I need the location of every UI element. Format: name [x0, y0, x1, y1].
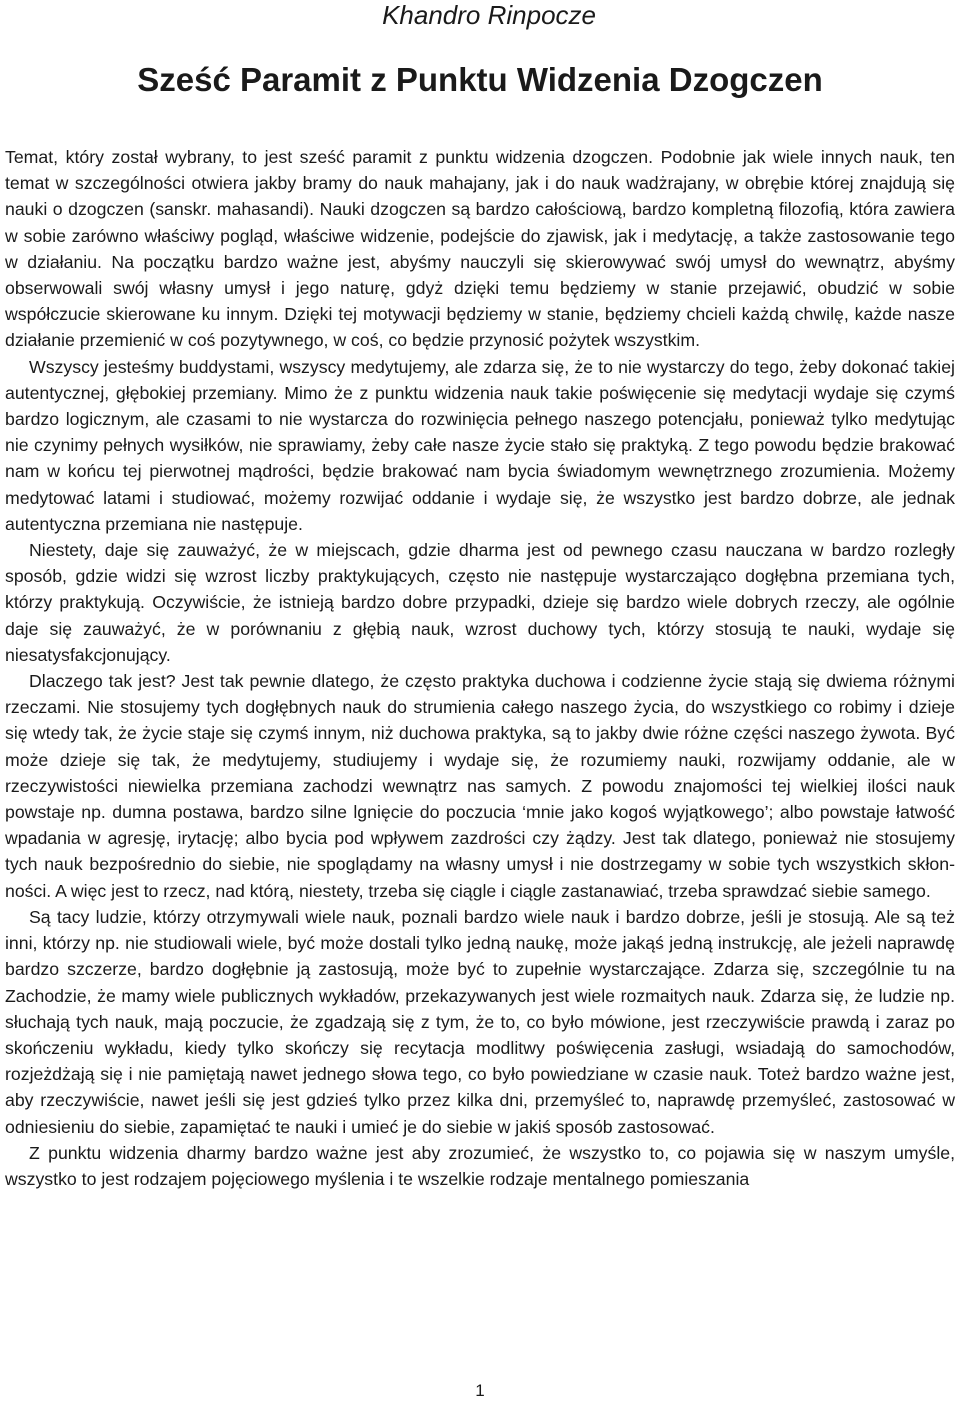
- paragraph: Z punktu widzenia dharmy bardzo ważne jest aby zrozumieć, że wszystko to, co pojawia się w naszym umyśle, wszystko to jest rodzajem pojęciowego myślenia i te wszelkie rodzaje mentalnego pomieszania: [5, 1142, 955, 1189]
- body-text: [5, 144, 955, 1192]
- paragraph: Wszyscy jesteśmy buddystami, wszyscy medytujemy, ale zdarza się, że to nie wystarczy do tego, żeby dokonać takiej autentycznej, głębokiej przemiany. Mimo że z punktu widzenia nauk takie poświęcenie się medytacji wydaje się czymś bardzo logicznym, ale czasami to nie wystarcza do rozwinięcia pełnego naszego potencjału, ponieważ tylko medytując nie czynimy pełnych wysiłków, nie sprawiamy, żeby całe nasze życie stało się praktyką. Z tego powodu będzie brakować nam w końcu tej pierwotnej mądrości, będzie brakować nam bycia świadomym wewnętrznego zrozumienia. Możemy medytować latami i studiować, możemy rozwijać oddanie i wydaje się, że wszystko jest bardzo dobrze, ale jednak autentyczna przemiana nie następuje.: [5, 356, 955, 534]
- paragraph: Temat, który został wybrany, to jest sześć paramit z punktu widzenia dzogczen. Podobnie jak wiele innych nauk, ten temat w szczególności otwiera jakby bramy do nauk mahajany, jak i do nauk wadżrajany, w obrębie której znajdują się nauki o dzogczen (sanskr. mahasandi). Nauki dzogczen są bardzo całościową, bardzo kompletną filozofią, która zawiera w sobie zarówno właściwy pogląd, właściwe widzenie, podejście do zjawisk, jak i medytację, a także zastosowanie tego w działaniu. Na początku bardzo ważne jest, abyśmy nauczyli się skierowywać swój umysł do wewnątrz, abyśmy obserwowali swój własny umysł i jego naturę, gdyż dzięki temu będziemy w stanie przejawić, obudzić w sobie współczucie skierowane ku innym. Dzięki tej motywacji będziemy w stanie, będziemy chcieli każdą chwilę, każde nasze działanie przemienić w coś pozytywnego, w coś, co będzie przynosić pożytek wszystkim.: [5, 147, 955, 351]
- author-name: Khandro Rinpocze: [382, 0, 596, 30]
- page-number: 1: [475, 1381, 485, 1400]
- paragraph: Dlaczego tak jest? Jest tak pewnie dlatego, że często praktyka duchowa i codzienne życie stają się dwiema różnymi rzeczami. Nie stosujemy tych dogłębnych nauk do strumienia całego naszego życia, do wszystkiego co robimy i dzieje się wtedy tak, że życie staje się czymś innym, niż duchowa praktyka, są to jakby dwie różne części naszego żywota. Być może dzieje się tak, że medytujemy, studiujemy i wydaje się, że rozumiemy nauki, rozwijamy oddanie, ale w rzeczywistości niewielka przemiana zachodzi wewnątrz nas samych. Z powodu znajomości tej wielkiej ilości nauk powstaje np. dumna postawa, bardzo silne lgnięcie do poczucia ‘mnie jako kogoś wyjątkowego’; albo powstaje łatwość wpadania w agresję, irytację; albo bycia pod wpływem zazdrości czy żądzy. Jest tak dlatego, ponieważ nie stosujemy tych nauk bezpośrednio do siebie, nie spoglądamy na własny umysł i nie dostrzegamy w sobie tych wszystkich skłonności. A więc jest to rzecz, nad którą, niestety, trzeba się ciągle i ciągle zastanawiać, trzeba sprawdzać siebie samego.: [5, 671, 955, 901]
- paragraph: Niestety, daje się zauważyć, że w miejscach, gdzie dharma jest od pewnego czasu nauczana w bardzo rozległy sposób, gdzie widzi się wzrost liczby praktykujących, często nie następuje wystarczająco dogłębna przemiana tych, którzy praktykują. Oczywiście, że istnieją bardzo dobre przypadki, dzieje się bardzo wiele dobrych rzeczy, ale ogólnie daje się zauważyć, że w porównaniu z głębią nauk, wzrost duchowy tych, którzy stosują te nauki, wydaje się niesatysfakcjonujący.: [5, 540, 955, 665]
- document-title: Sześć Paramit z Punktu Widzenia Dzogczen: [137, 61, 823, 98]
- paragraph: Są tacy ludzie, którzy otrzymywali wiele nauk, poznali bardzo wiele nauk i bardzo dobrze, jeśli je stosują. Ale są też inni, którzy np. nie studiowali wiele, być może dostali tylko jedną naukę, może jakąś jedną instrukcję, ale jeżeli naprawdę bardzo szczerze, bardzo dogłębnie ją zastosują, może być to zupełnie wystarczające. Zdarza się, szczególnie tu na Zachodzie, że mamy wiele publicznych wykładów, przekazywanych jest wiele rozmaitych nauk. Zdarza się, że ludzie np. słuchają tych nauk, mają poczucie, że zgadzają się z tym, że to, co było mówione, jest rzeczywiście prawdą i zaraz po skończeniu wykładu, kiedy tylko skończy się recytacja modlitwy poświęcenia zasługi, wsiadają do samochodów, rozjeżdżają się i nie pamiętają nawet jednego słowa tego, co było powiedziane w czasie nauk. Toteż bardzo ważne jest, aby rzeczywiście, nawet jeśli się jest gdzieś tylko przez kilka dni, przemyśleć to, naprawdę przemyśleć, zastosować w odniesieniu do siebie, zapamiętać te nauki i umieć je do siebie w jakiś sposób zastosować.: [5, 906, 955, 1137]
